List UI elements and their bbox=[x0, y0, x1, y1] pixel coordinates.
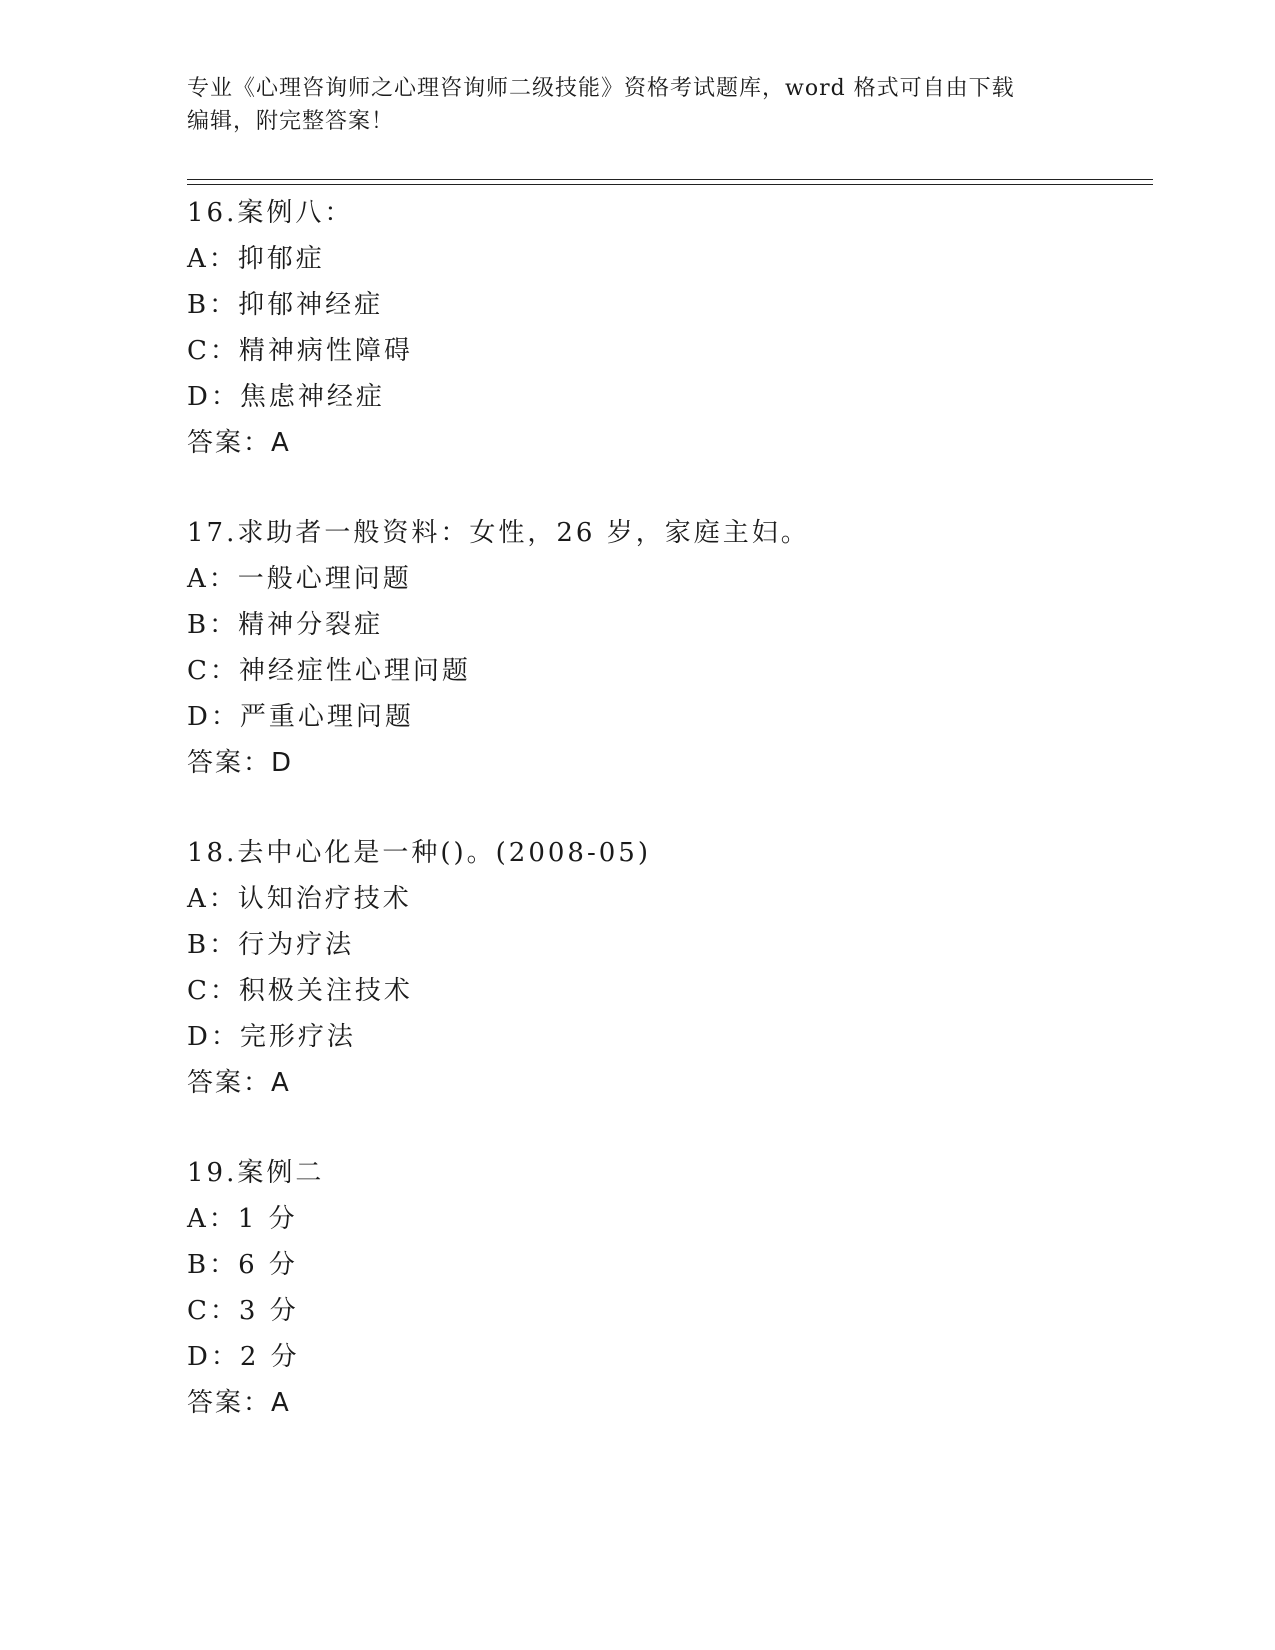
header-divider-bottom bbox=[187, 184, 1153, 185]
option-b: B：行为疗法 bbox=[187, 930, 355, 960]
header-line-2: 编辑，附完整答案！ bbox=[187, 109, 395, 134]
option-a: A：认知治疗技术 bbox=[187, 884, 412, 914]
option-a: A：一般心理问题 bbox=[187, 564, 412, 594]
question-stem: 17.求助者一般资料：女性，26 岁，家庭主妇。 bbox=[187, 518, 810, 548]
option-d: D：2 分 bbox=[187, 1342, 300, 1372]
answer-label: 答案：A bbox=[187, 1388, 291, 1418]
option-d: D：焦虑神经症 bbox=[187, 382, 385, 412]
question-16 bbox=[187, 190, 1147, 466]
answer-label: 答案：A bbox=[187, 1068, 291, 1098]
option-b: B：抑郁神经症 bbox=[187, 290, 384, 320]
question-list bbox=[187, 190, 1147, 1470]
header-divider-top bbox=[187, 179, 1153, 180]
answer-label: 答案：A bbox=[187, 428, 291, 458]
header-line-1: 专业《心理咨询师之心理咨询师二级技能》资格考试题库，word 格式可自由下载 bbox=[187, 76, 1015, 101]
option-c: C：3 分 bbox=[187, 1296, 299, 1326]
option-a: A：1 分 bbox=[187, 1204, 298, 1234]
document-header bbox=[187, 72, 1067, 138]
answer-label: 答案：D bbox=[187, 748, 294, 778]
option-d: D：完形疗法 bbox=[187, 1022, 356, 1052]
question-18 bbox=[187, 830, 1147, 1106]
question-19 bbox=[187, 1150, 1147, 1426]
question-17 bbox=[187, 510, 1147, 786]
option-c: C：神经症性心理问题 bbox=[187, 656, 471, 686]
question-stem: 18.去中心化是一种()。(2008-05) bbox=[187, 838, 651, 868]
question-stem: 16.案例八： bbox=[187, 198, 354, 228]
option-d: D：严重心理问题 bbox=[187, 702, 414, 732]
option-c: C：精神病性障碍 bbox=[187, 336, 413, 366]
option-b: B：6 分 bbox=[187, 1250, 298, 1280]
question-stem: 19.案例二 bbox=[187, 1158, 325, 1188]
option-b: B：精神分裂症 bbox=[187, 610, 384, 640]
option-a: A：抑郁症 bbox=[187, 244, 325, 274]
option-c: C：积极关注技术 bbox=[187, 976, 413, 1006]
